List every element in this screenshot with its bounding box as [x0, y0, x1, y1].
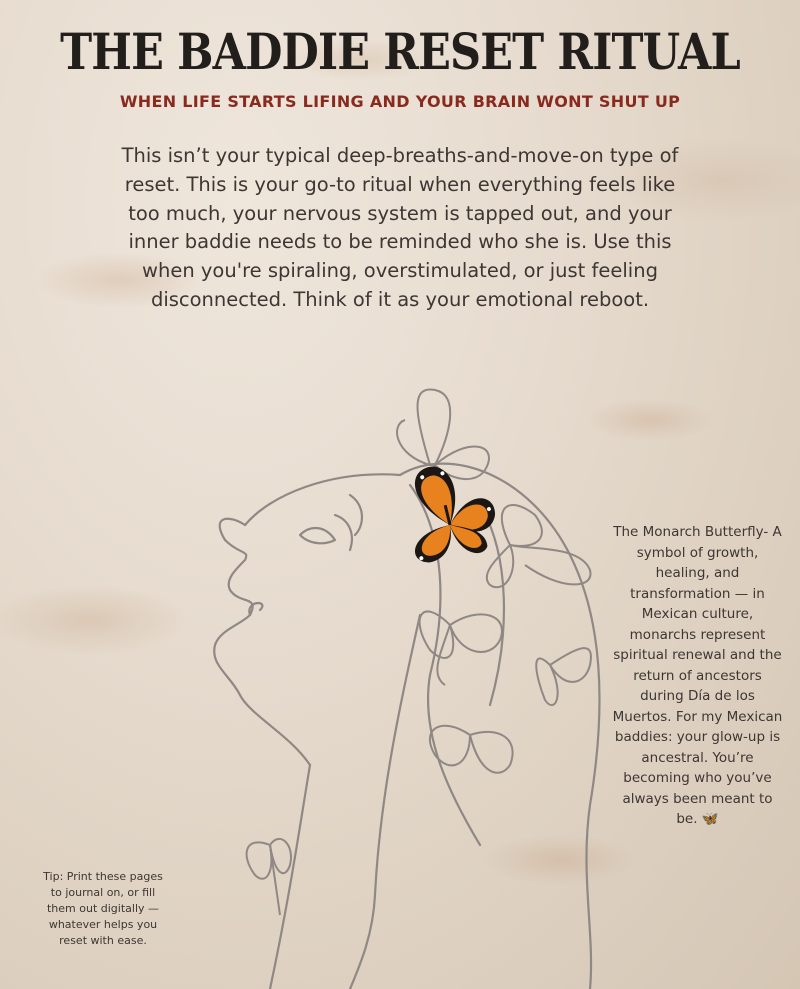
page-subtitle: WHEN LIFE STARTS LIFING AND YOUR BRAIN WONT SHUT UP	[119, 92, 681, 111]
page-title: THE BADDIE RESET RITUAL	[60, 22, 740, 81]
intro-paragraph: This isn’t your typical deep-breaths-and-move-on type of reset. This is your go-to ritual when everything feels like too much, your nervous system is tapped out, and your inner baddie needs to be reminded who she is. Use this when you're spiraling, overstimulated, or just feeling disconnected. Think of it as your emotional reboot.	[121, 144, 679, 311]
woman-face-line-art	[150, 375, 620, 989]
butterfly-emoji-icon: 🦋	[701, 811, 719, 827]
tip-note: Tip: Print these pages to journal on, or fill them out digitally — whatever helps you reset with ease.	[43, 870, 163, 947]
monarch-note	[610, 522, 785, 830]
monarch-butterfly-icon	[384, 449, 509, 578]
monarch-note-text: The Monarch Butterfly- A symbol of growth, healing, and transformation — in Mexican culture, monarchs represent spiritual renewal and the return of ancestors during Día de los Muertos. For my Mexican baddies: your glow-up is ancestral. You’re becoming who you’ve always been meant to be.	[612, 524, 783, 827]
